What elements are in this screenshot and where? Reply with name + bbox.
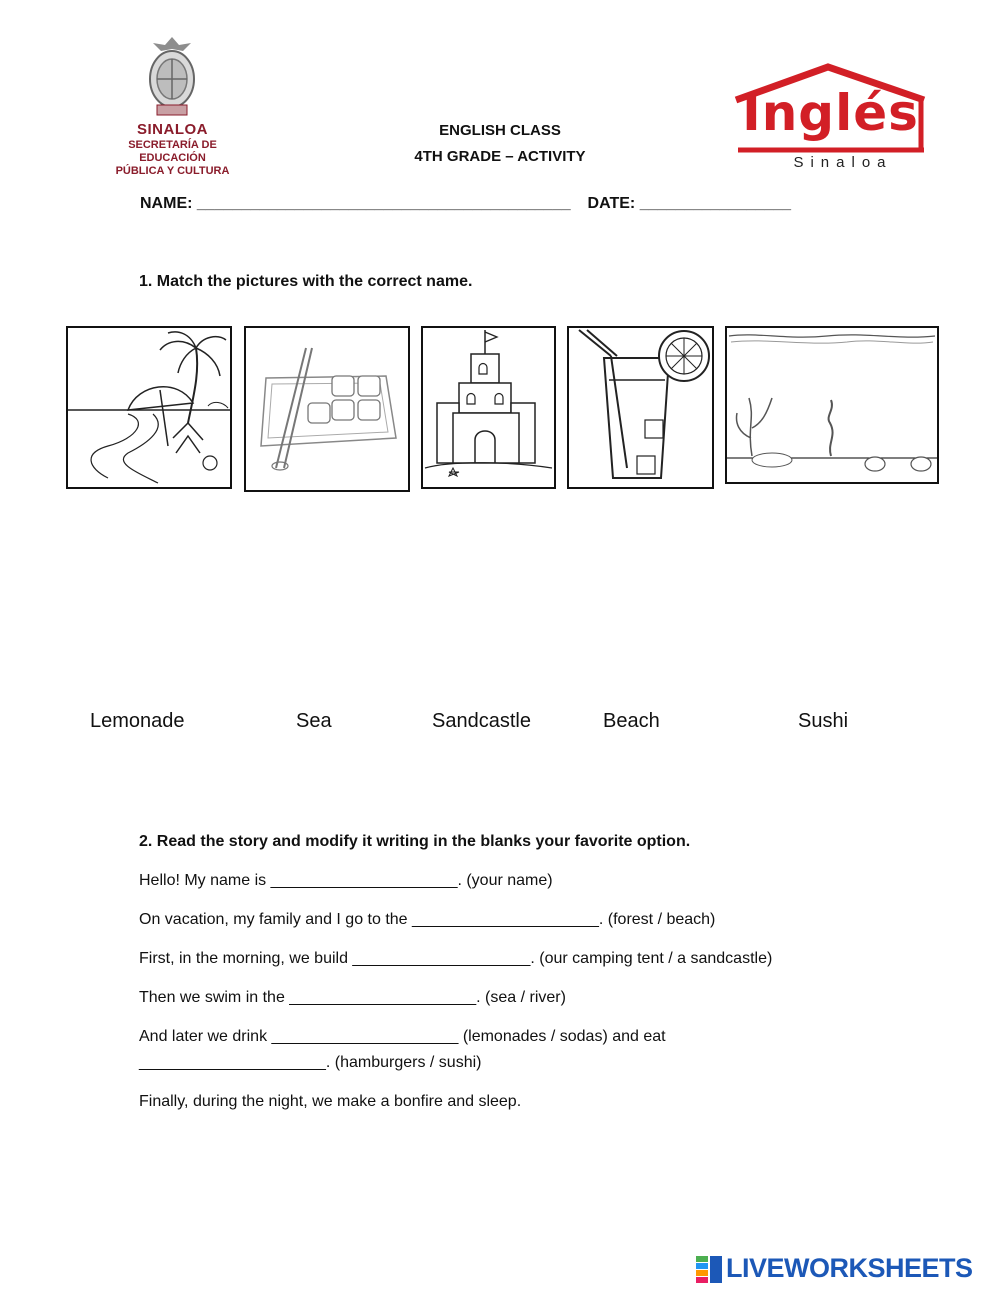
logo-state-text: SINALOA <box>137 121 208 138</box>
word-sandcastle[interactable]: Sandcastle <box>432 710 531 732</box>
sushi-drawing <box>246 328 408 490</box>
sinaloa-sep-logo <box>105 35 240 180</box>
word-sushi[interactable]: Sushi <box>798 710 849 732</box>
ingles-sinaloa-logo <box>728 62 933 177</box>
sea-picture[interactable] <box>725 326 939 484</box>
name-label: NAME: <box>140 195 193 212</box>
lemonade-picture[interactable] <box>567 326 714 489</box>
coat-of-arms-icon <box>143 35 201 120</box>
sea-drawing <box>727 328 937 482</box>
word-beach[interactable]: Beach <box>603 710 660 732</box>
page-subtitle: 4TH GRADE – ACTIVITY <box>414 148 586 165</box>
lemonade-drawing <box>569 328 712 487</box>
name-field[interactable]: __________________________________________ <box>196 195 571 212</box>
liveworksheets-footer[interactable] <box>696 1253 996 1285</box>
word-lemonade[interactable]: Lemonade <box>90 710 185 732</box>
page-title: ENGLISH CLASS <box>439 122 561 139</box>
story-line-5[interactable]: And later we drink _____________________ (lemonades / sodas) and eat <box>139 1028 666 1045</box>
logo-line-3: EDUCACIÓN <box>139 152 206 164</box>
story-line-2[interactable]: On vacation, my family and I go to the _____________________. (forest / beach) <box>139 911 716 928</box>
liveworksheets-logo-icon <box>696 1256 722 1284</box>
logo-word: Inglés <box>742 84 919 142</box>
sandcastle-picture[interactable] <box>421 326 556 489</box>
logo-subword: Sinaloa <box>793 154 893 171</box>
story-line-3[interactable]: First, in the morning, we build ____________________. (our camping tent / a sandcastle) <box>139 950 773 967</box>
sandcastle-drawing <box>423 328 554 487</box>
liveworksheets-brand: LIVEWORKSHEETS <box>726 1253 973 1283</box>
logo-secretaria-text <box>105 139 240 178</box>
beach-picture[interactable] <box>66 326 232 489</box>
word-sea[interactable]: Sea <box>296 710 332 732</box>
date-field[interactable]: _________________ <box>639 195 791 212</box>
section2-instruction: 2. Read the story and modify it writing in the blanks your favorite option. <box>139 833 691 850</box>
page-header <box>380 118 620 170</box>
story-line-7: Finally, during the night, we make a bonfire and sleep. <box>139 1093 522 1110</box>
beach-drawing <box>68 328 230 487</box>
logo-line-4: PÚBLICA Y CULTURA <box>115 165 230 177</box>
logo-line-2: SECRETARÍA DE <box>128 139 217 151</box>
sushi-picture[interactable] <box>244 326 410 492</box>
story-line-6[interactable]: _____________________. (hamburgers / sushi) <box>139 1054 482 1071</box>
date-label: DATE: <box>587 195 636 212</box>
story-line-4[interactable]: Then we swim in the _____________________. (sea / river) <box>139 989 566 1006</box>
name-date-row <box>140 195 791 213</box>
story-line-1[interactable]: Hello! My name is _____________________. (your name) <box>139 872 553 889</box>
section1-instruction: 1. Match the pictures with the correct name. <box>139 273 473 290</box>
